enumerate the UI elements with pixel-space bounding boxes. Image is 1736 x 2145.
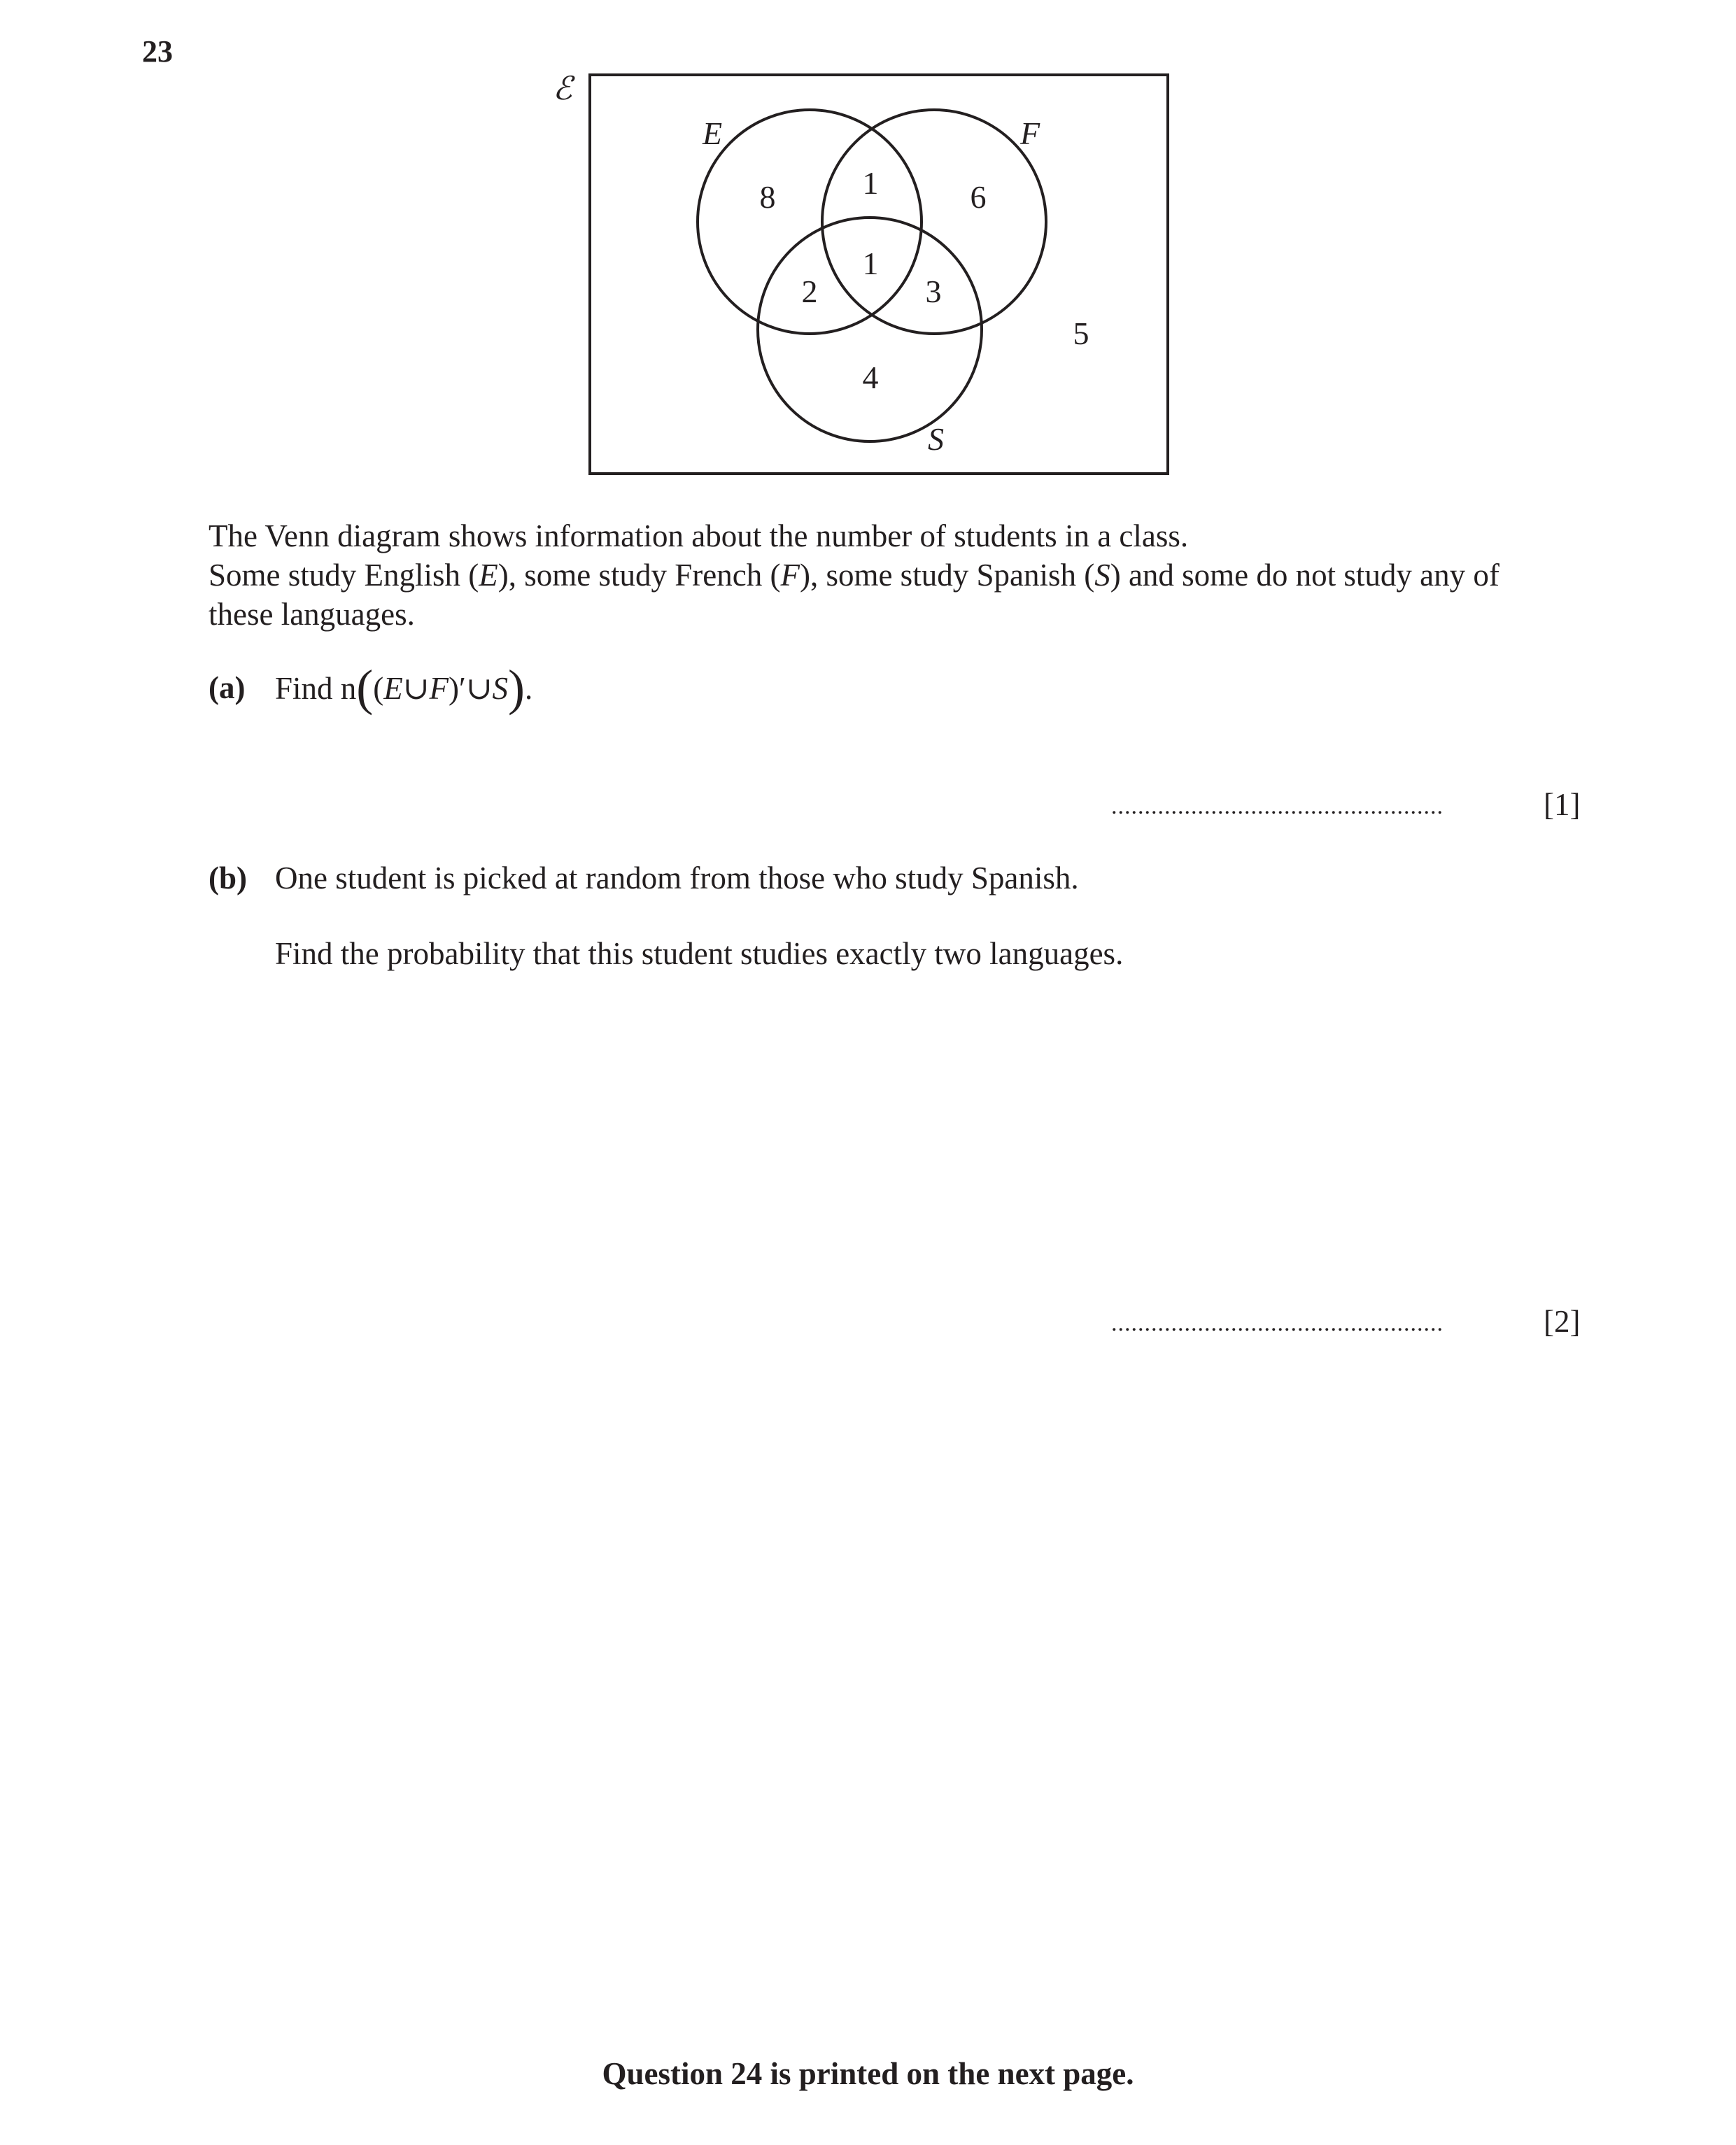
region-E-F-S: 1 bbox=[862, 246, 879, 281]
venn-diagram bbox=[0, 0, 1736, 504]
question-stem bbox=[209, 516, 1608, 634]
paren-close: ) bbox=[508, 660, 525, 716]
region-E-and-F-only: 1 bbox=[862, 165, 879, 201]
full-stop: . bbox=[525, 671, 533, 706]
union-symbol: ∪ bbox=[465, 671, 493, 706]
expr-set-S: S bbox=[492, 671, 509, 706]
set-label-S: S bbox=[928, 421, 944, 457]
region-E-and-S-only: 2 bbox=[801, 274, 818, 309]
expr-set-E: E bbox=[383, 671, 403, 706]
stem-set-S: S bbox=[1094, 558, 1110, 593]
region-E-only: 8 bbox=[759, 179, 776, 215]
universal-symbol: ℰ bbox=[553, 71, 572, 106]
part-b-label: (b) bbox=[209, 861, 247, 895]
region-F-and-S-only: 3 bbox=[925, 274, 942, 309]
part-a-label: (a) bbox=[209, 670, 246, 705]
set-label-F: F bbox=[1020, 115, 1040, 151]
stem-text: ) and some do not study any of bbox=[1110, 558, 1499, 593]
region-outside: 5 bbox=[1073, 316, 1089, 351]
marks-b: [2] bbox=[1544, 1304, 1581, 1339]
stem-set-E: E bbox=[479, 558, 498, 593]
stem-set-F: F bbox=[780, 558, 800, 593]
stem-line-1: The Venn diagram shows information about the number of students in a class. bbox=[209, 518, 1189, 553]
part-b-text-2: Find the probability that this student studies exactly two languages. bbox=[275, 936, 1124, 971]
stem-text: ), some study French ( bbox=[497, 558, 781, 593]
region-S-only: 4 bbox=[862, 360, 879, 395]
stem-text: Some study English ( bbox=[209, 558, 479, 593]
part-b-text-1: One student is picked at random from those who study Spanish. bbox=[275, 861, 1079, 895]
set-label-E: E bbox=[703, 115, 723, 151]
region-F-only: 6 bbox=[970, 179, 987, 215]
marks-a: [1] bbox=[1544, 787, 1581, 822]
answer-line-a[interactable]: .................................................. bbox=[1111, 793, 1444, 819]
stem-line-2 bbox=[209, 555, 1608, 595]
part-a-text bbox=[275, 660, 533, 716]
paren-open: ( bbox=[356, 660, 374, 716]
footer-note: Question 24 is printed on the next page. bbox=[602, 2056, 1134, 2091]
question-number: 23 bbox=[142, 34, 173, 69]
paren-inner-open: ( bbox=[373, 671, 384, 706]
complement-close: )′ bbox=[448, 671, 466, 706]
expr-set-F: F bbox=[429, 671, 449, 706]
part-a-find: Find n bbox=[275, 671, 357, 706]
stem-line-3: these languages. bbox=[209, 597, 415, 632]
answer-line-b[interactable]: .................................................. bbox=[1111, 1310, 1444, 1336]
union-symbol: ∪ bbox=[402, 671, 430, 706]
stem-text: ), some study Spanish ( bbox=[799, 558, 1095, 593]
